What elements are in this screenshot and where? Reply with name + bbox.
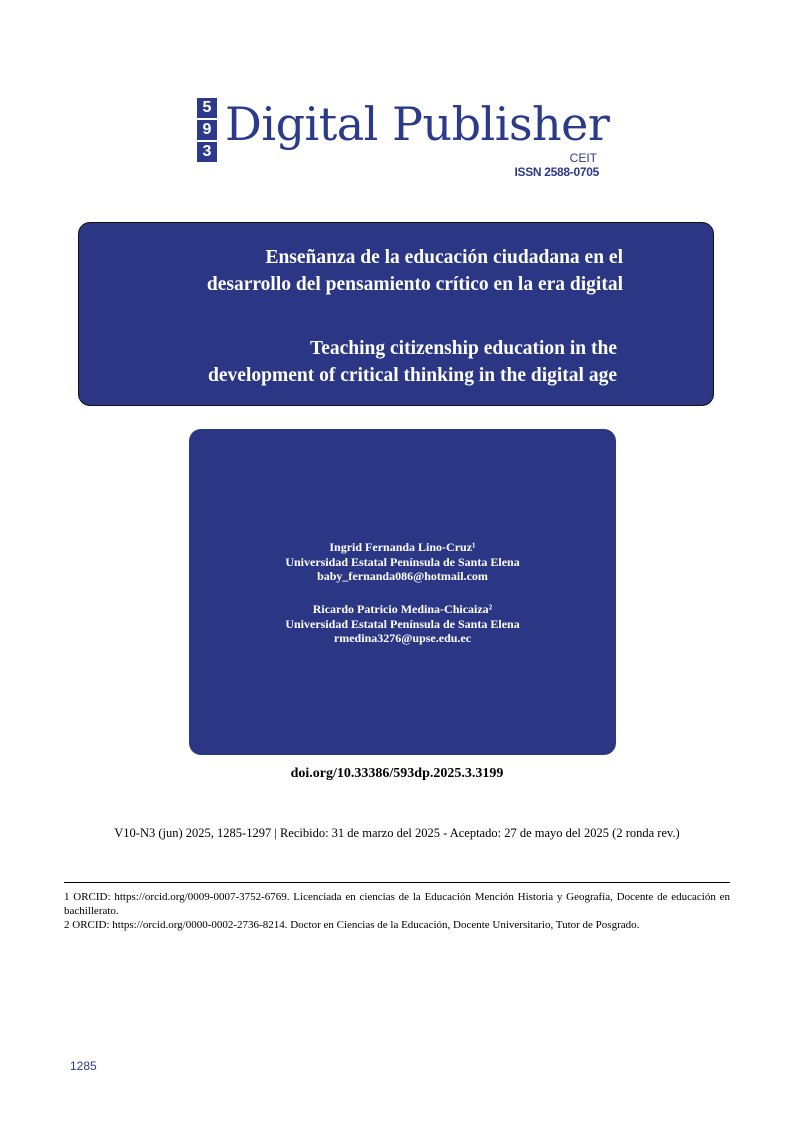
volume-info: V10-N3 (jun) 2025, 1285-1297 | Recibido: 31 de marzo del 2025 - Aceptado: 27 de mayo del 2025 (2 ronda rev.) (114, 826, 680, 840)
authors-box (189, 429, 616, 755)
title-spanish-line: Enseñanza de la educación ciudadana en el (265, 247, 623, 268)
author-email: rmedina3276@upse.edu.ec (333, 631, 472, 645)
author-affiliation: Universidad Estatal Península de Santa Elena (285, 616, 520, 631)
title-spanish (207, 244, 623, 298)
footnote: 2 ORCID: https://orcid.org/0000-0002-2736-8214. Doctor en Ciencias de la Educación, Docente Universitario, Tutor de Posgrado. (64, 919, 640, 931)
author-email: baby_fernanda086@hotmail.com (317, 569, 488, 583)
title-english-line: development of critical thinking in the digital age (208, 365, 617, 386)
title-english-line: Teaching citizenship education in the (310, 338, 617, 359)
author-block (189, 602, 616, 646)
footnote: 1 ORCID: https://orcid.org/0009-0007-3752-6769. Licenciada en ciencias de la Educación Mención Historia y Geografía, Docente de educación en bachillerato. (64, 891, 730, 917)
doi-link[interactable]: doi.org/10.33386/593dp.2025.3.3199 (290, 766, 504, 781)
logo-ceit: CEIT (569, 151, 597, 165)
title-spanish-line: desarrollo del pensamiento crítico en la era digital (206, 274, 623, 295)
title-box (78, 222, 714, 406)
author-name: Ingrid Fernanda Lino-Cruz¹ (329, 540, 476, 554)
logo-digit: 9 (197, 120, 217, 140)
logo-issn: ISSN 2588-0705 (514, 165, 599, 179)
title-english (208, 335, 617, 389)
page-number: 1285 (70, 1059, 97, 1073)
logo-digit: 5 (197, 98, 217, 118)
logo-title: Digital Publisher (225, 97, 610, 151)
logo-digits (197, 98, 217, 164)
footnote-divider (64, 882, 730, 883)
journal-logo (197, 98, 617, 182)
footnotes (64, 890, 730, 932)
author-name: Ricardo Patricio Medina-Chicaiza² (312, 602, 493, 616)
author-affiliation: Universidad Estatal Península de Santa Elena (285, 554, 520, 569)
author-block (189, 540, 616, 584)
logo-digit: 3 (197, 142, 217, 162)
